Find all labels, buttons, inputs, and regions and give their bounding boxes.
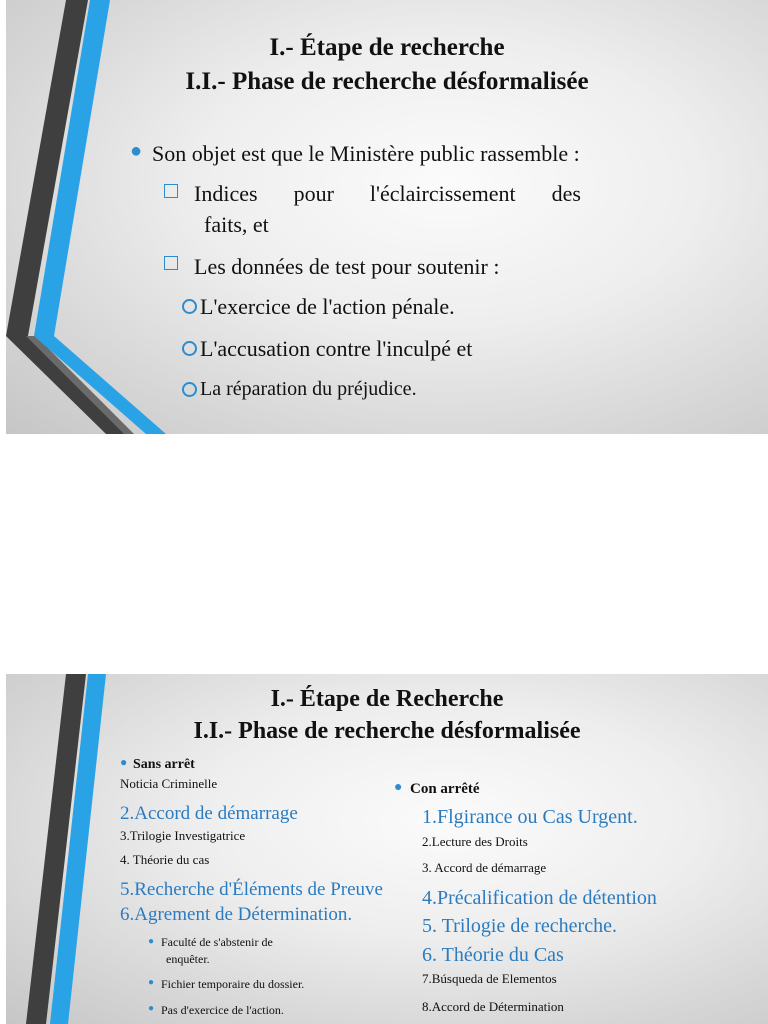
slide-1-title-line-2: I.I.- Phase de recherche désformalisée	[185, 68, 589, 95]
word: Indices	[194, 181, 258, 206]
circle-bullet-icon	[182, 341, 197, 356]
slide-1-title-line-1: I.- Étape de recherche	[269, 34, 505, 61]
bullet-dot-icon: ●	[148, 936, 155, 947]
slide-2-title-line-2: I.I.- Phase de recherche désformalisée	[193, 718, 581, 744]
slide-1-item-1-line-1	[194, 181, 581, 207]
slide-1-sub-item: L'accusation contre l'inculpé et	[200, 336, 473, 361]
right-line: 3. Accord de démarrage	[422, 860, 547, 875]
bullet-dot-icon: ●	[130, 140, 143, 162]
right-line: 7.Búsqueda de Elementos	[422, 971, 557, 986]
left-sub-item-cont: enquêter.	[166, 952, 210, 966]
right-heading: Con arrêté	[410, 781, 480, 797]
left-line: 4. Théorie du cas	[120, 852, 210, 867]
slide-1-sub-item: La réparation du préjudice.	[200, 378, 417, 400]
left-line: 3.Trilogie Investigatrice	[120, 828, 246, 843]
slide-1-item-1-line-2: faits, et	[204, 212, 269, 237]
slide-1-item-2: Les données de test pour soutenir :	[194, 254, 500, 279]
right-line: 6. Théorie du Cas	[422, 944, 564, 966]
left-sub-item: Faculté de s'abstenir de	[161, 935, 273, 949]
square-bullet-icon	[164, 256, 178, 270]
right-line: 5. Trilogie de recherche.	[422, 915, 617, 937]
right-line: 2.Lecture des Droits	[422, 834, 528, 849]
bullet-dot-icon: ●	[148, 977, 155, 988]
bullet-dot-icon: ●	[120, 755, 128, 769]
left-sub-item: Pas d'exercice de l'action.	[161, 1003, 284, 1017]
right-line: 1.Flgirance ou Cas Urgent.	[422, 806, 638, 828]
bullet-dot-icon: ●	[394, 780, 403, 795]
right-line: 8.Accord de Détermination	[422, 999, 564, 1014]
bullet-dot-icon: ●	[148, 1003, 155, 1014]
slide-1-decorative-stripes	[6, 0, 186, 434]
slide-1	[6, 0, 768, 434]
left-line: 6.Agrement de Détermination.	[120, 904, 353, 925]
slide-2	[6, 674, 768, 1024]
left-line: 2.Accord de démarrage	[120, 803, 298, 824]
word: des	[551, 181, 581, 206]
square-bullet-icon	[164, 184, 178, 198]
left-line: 5.Recherche d'Éléments de Preuve	[120, 879, 383, 900]
left-sub-item: Fichier temporaire du dossier.	[161, 977, 305, 991]
left-heading: Sans arrêt	[133, 757, 195, 772]
left-line: Noticia Criminelle	[120, 776, 218, 791]
word: pour	[293, 181, 334, 206]
circle-bullet-icon	[182, 382, 197, 397]
circle-bullet-icon	[182, 299, 197, 314]
word: l'éclaircissement	[369, 181, 516, 206]
slide-1-sub-item: L'exercice de l'action pénale.	[200, 294, 455, 319]
right-line: 4.Précalification de détention	[422, 887, 657, 909]
slide-2-title-line-1: I.- Étape de Recherche	[270, 686, 504, 712]
slide-1-main-bullet: Son objet est que le Ministère public rassemble :	[152, 141, 580, 166]
